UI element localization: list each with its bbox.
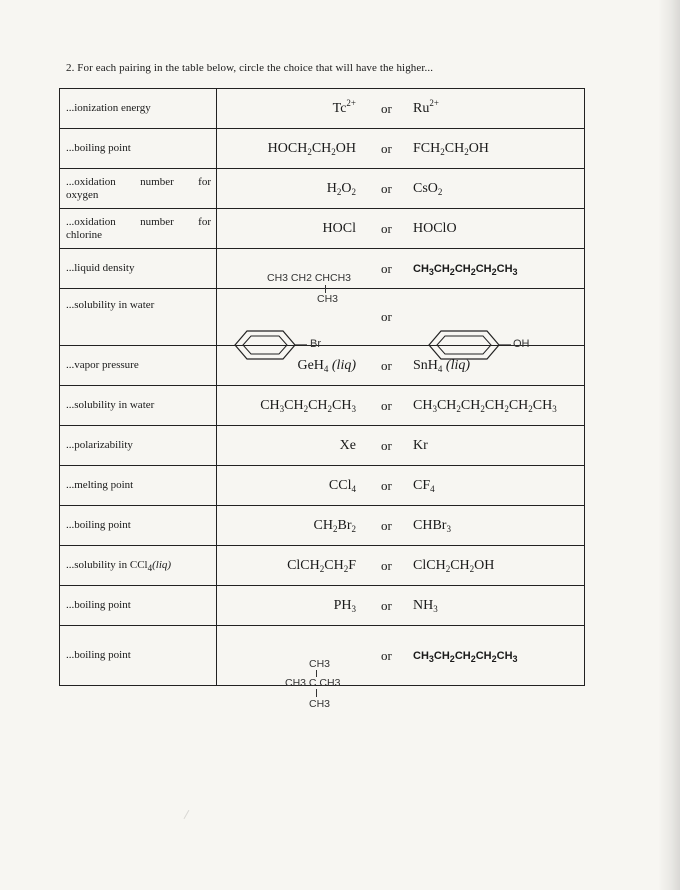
property-cell: ...ionization energy [60, 89, 217, 129]
table-row [60, 129, 585, 169]
choices-cell [217, 129, 585, 169]
property-cell: ...solubility in water [60, 289, 217, 346]
table-row [60, 289, 585, 346]
or-label: or [381, 100, 392, 116]
property-cell: ...boiling point [60, 129, 217, 169]
choice-a[interactable]: HOCl [322, 220, 356, 236]
choice-a[interactable]: $ClCH_2CH_2F$ [287, 557, 356, 574]
choice-b[interactable]: $CF_4$ [413, 477, 435, 494]
table-row [60, 209, 585, 249]
choice-b[interactable]: SnH$_4$ (liq) [413, 357, 471, 374]
table-row [60, 89, 585, 129]
choices-cell [217, 506, 585, 546]
instruction-text: 2. For each pairing in the table below, circle the choice that will have the higher... [66, 62, 434, 74]
property-cell: ...boiling point [60, 626, 217, 686]
table-row [60, 249, 585, 289]
or-label: or [381, 220, 392, 236]
table-row [60, 346, 585, 386]
choices-cell [217, 586, 585, 626]
property-cell: ...vapor pressure [60, 346, 217, 386]
choice-a[interactable]: CCl$_4$ [328, 477, 356, 494]
table-row [60, 169, 585, 209]
table-row [60, 546, 585, 586]
property-cell: ...solubility in CCl$_4$(liq) [60, 546, 217, 586]
choice-b[interactable]: $NH_3$ [413, 597, 438, 614]
choice-a-structure[interactable]: Br [227, 323, 347, 367]
choices-cell [217, 209, 585, 249]
table-row [60, 626, 585, 686]
comparison-table [59, 88, 585, 710]
choice-a[interactable]: $CH_2Br_2$ [313, 517, 356, 534]
choice-a[interactable]: $CH_3CH_2CH_2CH_3$ [260, 397, 356, 414]
property-cell: ...boiling point [60, 586, 217, 626]
or-label: or [381, 260, 392, 276]
table-row [60, 466, 585, 506]
choice-b[interactable]: CHBr$_3$ [413, 517, 451, 534]
or-label: or [381, 180, 392, 196]
choice-b[interactable]: $FCH_2CH_2OH$ [413, 140, 489, 157]
choice-b[interactable]: $Ru^{2+}$ [413, 97, 439, 116]
choice-a[interactable]: Xe [339, 437, 356, 453]
property-cell: ...melting point [60, 466, 217, 506]
choice-b[interactable]: $CH_3CH_2CH_2CH_2CH_3$ [413, 262, 518, 277]
choice-b[interactable]: $ClCH_2CH_2OH$ [413, 557, 495, 574]
choice-b[interactable]: $CH_3CH_2CH_2CH_2CH_2CH_3$ [413, 397, 557, 414]
choices-cell [217, 626, 585, 710]
property-cell: ...oxidation number for chlorine [60, 209, 217, 249]
choices-cell [217, 346, 585, 386]
property-cell: ...oxidation number for oxygen [60, 169, 217, 209]
choices-cell [217, 466, 585, 506]
property-cell: ...liquid density [60, 249, 217, 289]
or-label: or [381, 397, 392, 413]
choice-a[interactable]: $Tc^{2+}$ [332, 97, 356, 116]
property-cell: ...boiling point [60, 506, 217, 546]
or-label: or [381, 140, 392, 156]
choice-b[interactable]: CsO$_2$ [413, 180, 443, 197]
choice-b-structure[interactable]: OH [421, 323, 561, 367]
choices-cell [217, 289, 585, 350]
choice-a[interactable]: GeH$_4$ (liq) [297, 357, 356, 374]
table-row [60, 506, 585, 546]
choice-b[interactable]: Kr [413, 437, 428, 453]
choices-cell [217, 546, 585, 586]
or-label: or [381, 557, 392, 573]
choices-cell [217, 169, 585, 209]
property-cell: ...solubility in water [60, 386, 217, 426]
or-label: or [381, 309, 392, 324]
choices-cell [217, 249, 585, 305]
choice-b[interactable]: $CH_3CH_2CH_2CH_2CH_3$ [413, 649, 518, 664]
table-row [60, 426, 585, 466]
choice-b[interactable]: HOClO [413, 220, 457, 236]
or-label: or [381, 437, 392, 453]
choice-a-structure[interactable]: CH3 CH2 CHCH3 CH3 [267, 271, 352, 305]
or-label: or [381, 597, 392, 613]
scan-artifact [184, 810, 202, 826]
choice-a[interactable]: $HOCH_2CH_2OH$ [267, 140, 356, 157]
choices-cell [217, 426, 585, 466]
choices-cell [217, 89, 585, 129]
property-cell: ...polarizability [60, 426, 217, 466]
table-row [60, 586, 585, 626]
or-label: or [381, 477, 392, 493]
choice-a[interactable]: $PH_3$ [333, 597, 356, 614]
or-label: or [381, 517, 392, 533]
choice-a[interactable]: $H_2O_2$ [326, 180, 356, 197]
choices-cell [217, 386, 585, 426]
table-row [60, 386, 585, 426]
or-label: or [381, 357, 392, 373]
choice-a-structure[interactable]: CH3 CH3 C CH3 CH3 [285, 657, 341, 710]
or-label: or [381, 647, 392, 663]
page-edge-shadow [658, 0, 680, 890]
